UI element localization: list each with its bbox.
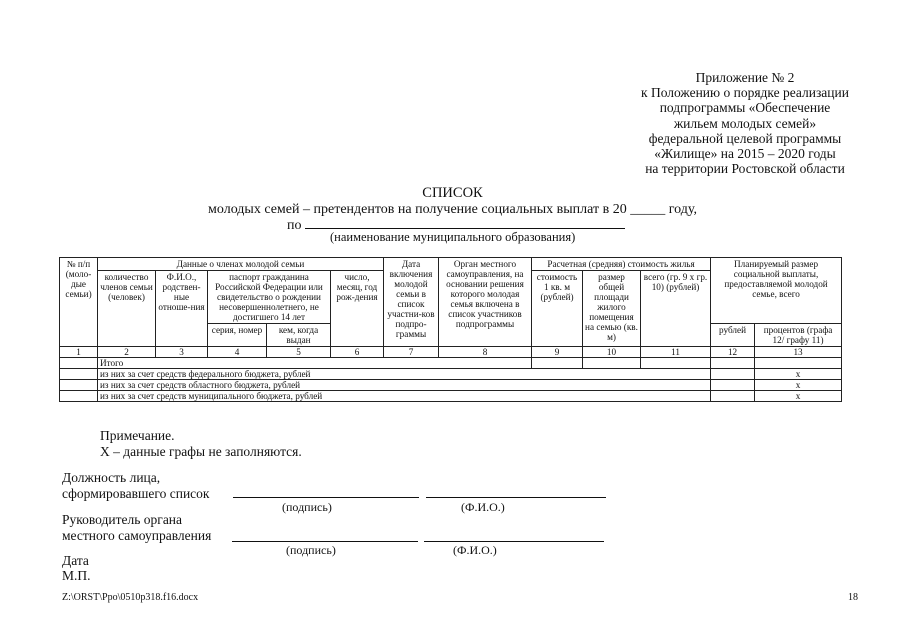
appendix-line: федеральной целевой программы xyxy=(648,130,842,146)
appendix-line: подпрограммы «Обеспечение xyxy=(659,100,831,116)
table-cell xyxy=(711,369,755,380)
note-text: Х – данные графы не заполняются. xyxy=(100,444,302,459)
column-number: 9 xyxy=(532,347,583,358)
header-cell: число, месяц, год рож-дения xyxy=(331,271,384,347)
header-cell: Ф.И.О., родствен-ные отноше-ния xyxy=(156,271,208,347)
signature-position-label xyxy=(62,470,210,502)
header-cell: процентов (графа 12/ графу 11) xyxy=(755,324,842,347)
column-number: 10 xyxy=(583,347,641,358)
column-number: 13 xyxy=(755,347,842,358)
stamp-label: М.П. xyxy=(62,568,91,583)
header-cell: паспорт гражданина Российской Федерации или свидетельство о рождении несовершеннолетнего, не достигшего 14 лет xyxy=(208,271,331,324)
header-cell: Планируемый размер социальной выплаты, предоставляемой молодой семье, всего xyxy=(711,258,842,324)
note-title: Примечание. xyxy=(100,428,175,443)
table-cell xyxy=(711,380,755,391)
fio-caption: (Ф.И.О.) xyxy=(453,543,497,557)
signature-head-label xyxy=(62,512,211,544)
municipality-caption: (наименование муниципального образования) xyxy=(330,230,576,244)
page-number: 18 xyxy=(848,592,858,603)
signature-caption: (подпись) xyxy=(282,500,332,514)
header-cell: рублей xyxy=(711,324,755,347)
po-label: по xyxy=(287,218,302,233)
table-cell xyxy=(583,358,641,369)
regional-label: из них за счет средств областного бюджета, рублей xyxy=(98,380,711,391)
column-number: 1 xyxy=(60,347,98,358)
table-cell xyxy=(60,369,98,380)
table-row xyxy=(60,358,842,369)
document-subtitle: молодых семей – претендентов на получение социальных выплат в 20 _____ году, xyxy=(208,202,697,217)
header-cell: Расчетная (средняя) стоимость жилья xyxy=(532,258,711,271)
table-cell xyxy=(60,358,98,369)
header-cell: № п/п (моло-дые семьи) xyxy=(60,258,98,347)
table-header-row xyxy=(60,258,842,271)
appendix-line: «Жилище» на 2015 – 2020 годы xyxy=(654,146,836,162)
appendix-line: к Положению о порядке реализации xyxy=(641,85,849,101)
table-row xyxy=(60,380,842,391)
column-number: 11 xyxy=(641,347,711,358)
appendix-header xyxy=(600,70,890,176)
header-cell: кем, когда выдан xyxy=(267,324,331,347)
fio-line xyxy=(424,541,604,542)
signature-caption: (подпись) xyxy=(286,543,336,557)
file-path: Z:\ORST\Ppo\0510p318.f16.docx xyxy=(62,592,199,603)
table-cell xyxy=(711,358,755,369)
header-cell: всего (гр. 9 х гр. 10) (рублей) xyxy=(641,271,711,347)
x-mark: х xyxy=(755,369,842,380)
column-number: 6 xyxy=(331,347,384,358)
column-number: 12 xyxy=(711,347,755,358)
table-cell xyxy=(60,391,98,402)
signature-label-line: Руководитель органа xyxy=(62,512,183,527)
column-numbers-row xyxy=(60,347,842,358)
header-cell: количество членов семьи (человек) xyxy=(98,271,156,347)
column-number: 7 xyxy=(384,347,439,358)
header-cell: стоимость 1 кв. м (рублей) xyxy=(532,271,583,347)
signature-line xyxy=(233,497,419,498)
fio-line xyxy=(426,497,606,498)
date-label: Дата xyxy=(62,553,89,568)
column-number: 4 xyxy=(208,347,267,358)
column-number: 2 xyxy=(98,347,156,358)
table-cell xyxy=(641,358,711,369)
families-table xyxy=(59,257,842,402)
header-cell: размер общей площади жилого помещения на семью (кв. м) xyxy=(583,271,641,347)
appendix-line: Приложение № 2 xyxy=(695,70,795,85)
note-block xyxy=(100,428,302,460)
x-mark: х xyxy=(755,391,842,402)
header-cell: Орган местного самоуправления, на основании решения которого молодая семья включена в список участников подпрограммы xyxy=(439,258,532,347)
table-cell xyxy=(60,380,98,391)
table-row xyxy=(60,391,842,402)
federal-label: из них за счет средств федерального бюджета, рублей xyxy=(98,369,711,380)
x-mark: х xyxy=(755,380,842,391)
municipality-blank xyxy=(305,216,625,229)
document-title: СПИСОК xyxy=(422,185,483,201)
header-cell: Дата включения молодой семьи в список участни-ков подпро-граммы xyxy=(384,258,439,347)
municipal-label: из них за счет средств муниципального бюджета, рублей xyxy=(98,391,711,402)
signature-label-line: Должность лица, xyxy=(62,470,161,485)
column-number: 5 xyxy=(267,347,331,358)
table-cell xyxy=(532,358,583,369)
appendix-line: жильем молодых семей» xyxy=(673,115,817,131)
signature-label-line: сформировавшего список xyxy=(62,486,210,501)
table-cell xyxy=(755,358,842,369)
header-cell: Данные о членах молодой семьи xyxy=(98,258,384,271)
signature-label-line: местного самоуправления xyxy=(62,528,212,543)
column-number: 8 xyxy=(439,347,532,358)
table-cell xyxy=(711,391,755,402)
appendix-line: на территории Ростовской области xyxy=(645,161,845,177)
header-cell: серия, номер xyxy=(208,324,267,347)
column-number: 3 xyxy=(156,347,208,358)
total-label: Итого xyxy=(98,358,532,369)
fio-caption: (Ф.И.О.) xyxy=(461,500,505,514)
table-row xyxy=(60,369,842,380)
